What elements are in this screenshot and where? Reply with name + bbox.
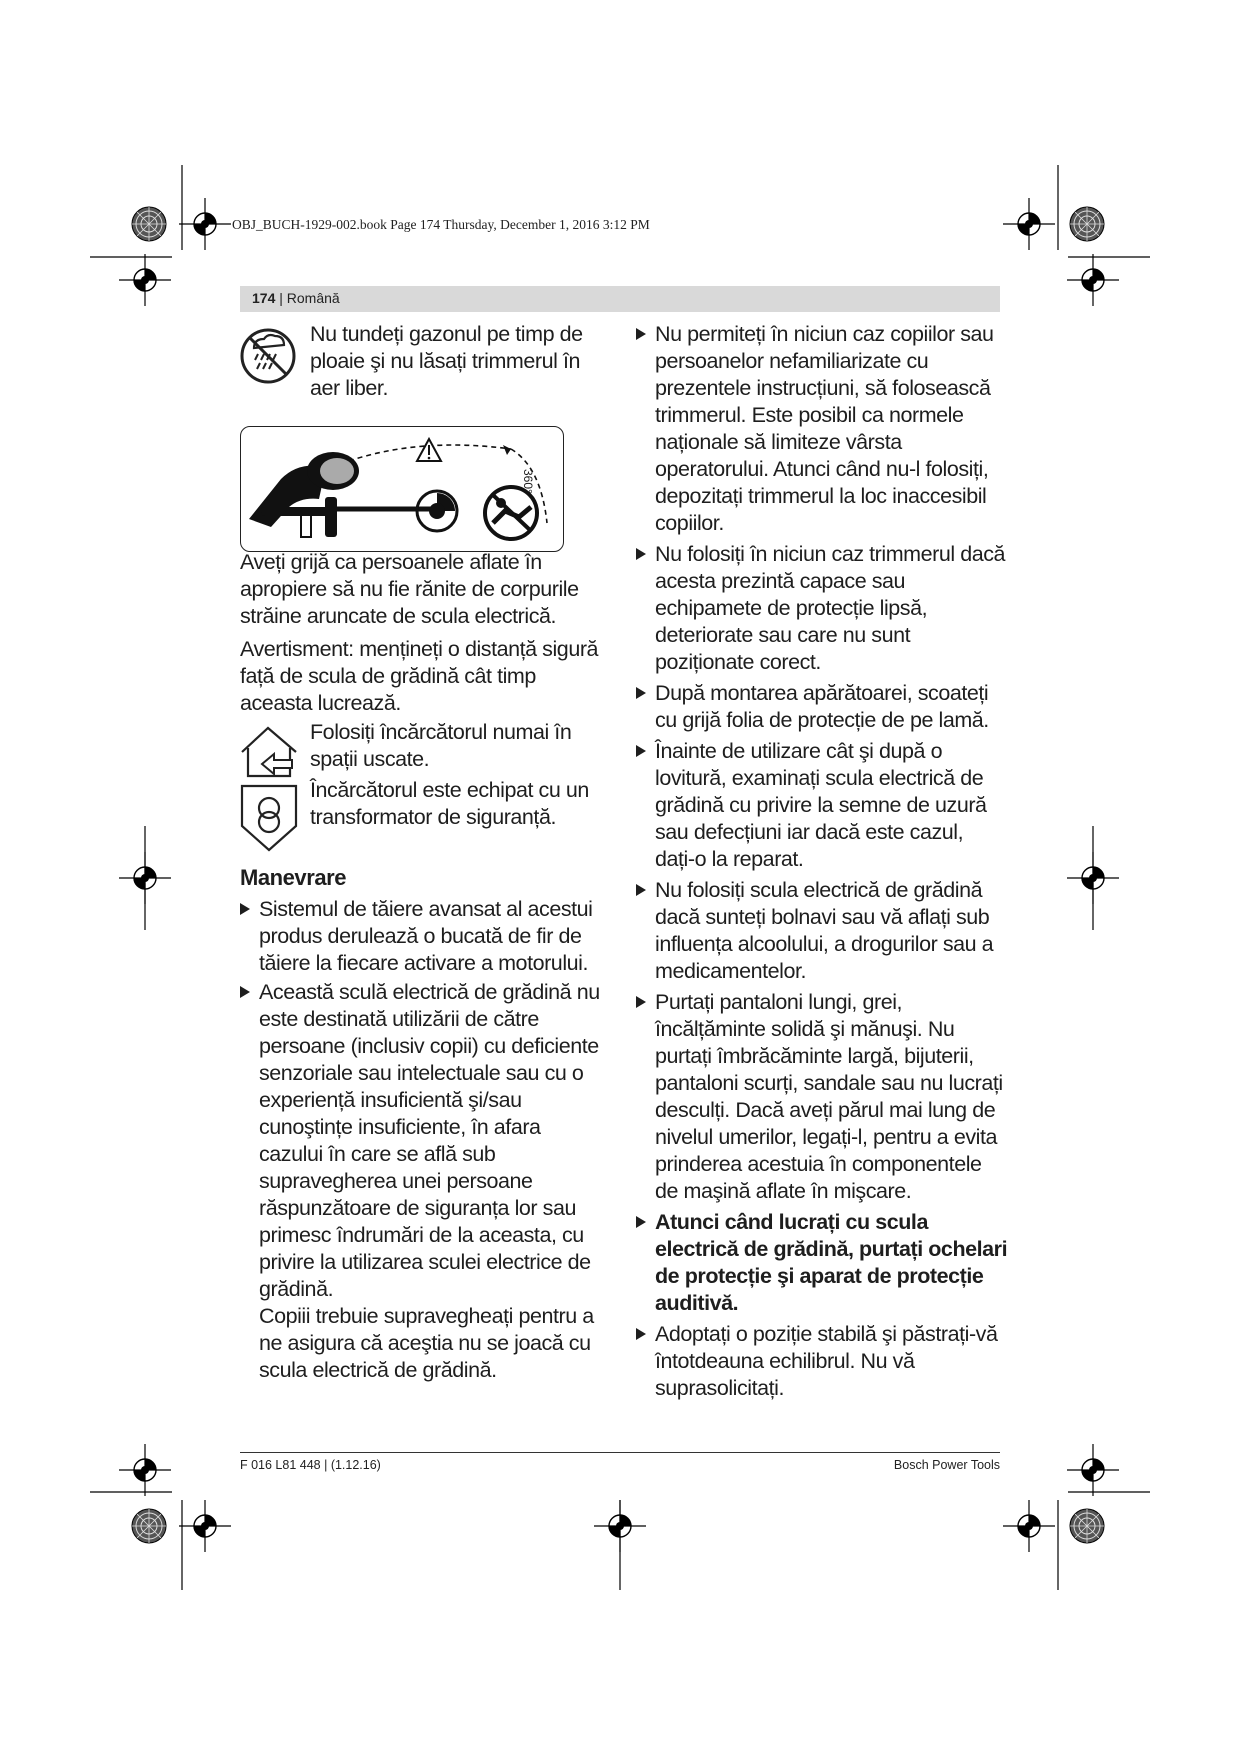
bullet-arrow-icon <box>240 986 250 998</box>
bullet-arrow-icon <box>636 884 646 896</box>
list-item <box>636 680 1008 734</box>
list-item <box>636 1209 1008 1317</box>
list-item <box>636 738 1008 873</box>
list-item-text: Această sculă electrică de grădină nu este destinată utilizării de către persoane (inclusiv copii) cu deficiente senzoriale sau intelectuale sau cu o experiență insuficientă şi/sau cunoştințe insuficiente, în afara cazului în care se află sub supravegherea unei persoane răspunzătoare de siguranța lor sau primesc îndrumări de la aceasta, cu privire la utilizarea sculei electrice de grădină. <box>259 980 600 1301</box>
charger-indoor-notice: Folosiți încărcătorul numai în spații uscate. <box>310 720 572 771</box>
section-heading: Manevrare <box>240 865 347 890</box>
bullet-arrow-icon <box>636 687 646 699</box>
right-bullet-list <box>636 321 1008 1402</box>
bullet-arrow-icon <box>636 745 646 757</box>
list-item-text: Nu folosiți în niciun caz trimmerul dacă acesta prezintă capace sau echipamete de protecție lipsă, deteriorate sau care nu sunt poziționate corect. <box>655 542 1006 674</box>
list-item-text: Atunci când lucrați cu scula electrică de grădină, purtați ochelari de protecție şi aparat de protecție auditivă. <box>655 1210 1008 1315</box>
footer-rule <box>240 1452 1000 1453</box>
footer-document-code: F 016 L81 448 | (1.12.16) <box>240 1458 381 1472</box>
projectile-warning: Aveți grijă ca persoanele aflate în apropiere să nu fie rănite de corpurile străine aruncate de scula electrică. <box>240 550 579 628</box>
header-separator: | <box>279 290 283 306</box>
children-note: Copiii trebuie supravegheați pentru a ne asigura că aceştia nu se joacă cu scula electrică de grădină. <box>259 1304 594 1382</box>
indoor-use-icon <box>238 724 300 780</box>
list-item-text: După montarea apărătoarei, scoateți cu grijă folia de protecție de pe lamă. <box>655 681 989 732</box>
file-info-line: OBJ_BUCH-1929-002.book Page 174 Thursday, December 1, 2016 3:12 PM <box>232 217 650 232</box>
list-item <box>636 321 1008 537</box>
list-item-text: Adoptați o poziție stabilă şi păstrați-vă întotdeauna echilibrul. Nu vă suprasolicitați. <box>655 1322 998 1400</box>
list-item-text: Purtați pantaloni lungi, grei, încălțăminte solidă şi mănuşi. Nu purtați îmbrăcăminte largă, bijuterii, pantaloni scurți, sandale sau nu lucrați desculți. Dacă aveți părul mai lung de nivelul umerilor, legați-l, pentru a evita prinderea acestuia în componentele de maşină aflate în mişcare. <box>655 990 1003 1203</box>
page-header-bar <box>240 286 1000 312</box>
bullet-arrow-icon <box>636 548 646 560</box>
rain-notice: Nu tundeți gazonul pe timp de ploaie şi nu lăsați trimmerul în aer liber. <box>310 322 583 400</box>
list-item-text: Înainte de utilizare cât şi după o lovitură, examinați scula electrică de grădină cu privire la semne de uzură sau defecțiuni iar dacă este cazul, dați-o la reparat. <box>655 739 987 871</box>
safety-transformer-icon <box>238 782 300 854</box>
list-item-text: Nu permiteți în niciun caz copiilor sau persoanelor nefamiliarizate cu prezentele instrucțiuni, să folosească trimmerul. Este posibil ca normele naționale să limiteze vârsta operatorului. Atunci când nu-l folosiți, depozitați trimmerul la loc inaccesibil copiilor. <box>655 322 994 535</box>
bullet-arrow-icon <box>240 903 250 915</box>
left-bullet-list <box>240 896 608 1384</box>
no-rain-icon <box>238 326 298 386</box>
rotation-label: 360° <box>521 469 535 494</box>
header-language: Română <box>286 290 340 306</box>
list-item-text: Sistemul de tăiere avansat al acestui produs derulează o bucată de fir de tăiere la fiecare activare a motorului. <box>259 897 593 975</box>
list-item <box>240 896 608 977</box>
charger-transformer-notice: Încărcătorul este echipat cu un transformator de siguranță. <box>310 778 589 829</box>
bullet-arrow-icon <box>636 996 646 1008</box>
list-item <box>636 541 1008 676</box>
list-item <box>636 1321 1008 1402</box>
bullet-arrow-icon <box>636 1216 646 1228</box>
list-item <box>240 979 608 1384</box>
footer-brand: Bosch Power Tools <box>893 1458 1000 1472</box>
bystander-figure <box>240 426 564 552</box>
trimmer-user-icon <box>241 427 563 551</box>
bullet-arrow-icon <box>636 328 646 340</box>
list-item-text: Nu folosiți scula electrică de grădină dacă sunteți bolnavi sau vă aflați sub influența alcoolului, a drogurilor sau a medicamentelor. <box>655 878 994 983</box>
distance-warning: Avertisment: mențineți o distanță sigură față de scula de grădină cât timp aceasta lucrează. <box>240 637 599 715</box>
page-number: 174 <box>252 290 276 306</box>
page-header <box>252 290 340 306</box>
list-item <box>636 877 1008 985</box>
bullet-arrow-icon <box>636 1328 646 1340</box>
list-item <box>636 989 1008 1205</box>
